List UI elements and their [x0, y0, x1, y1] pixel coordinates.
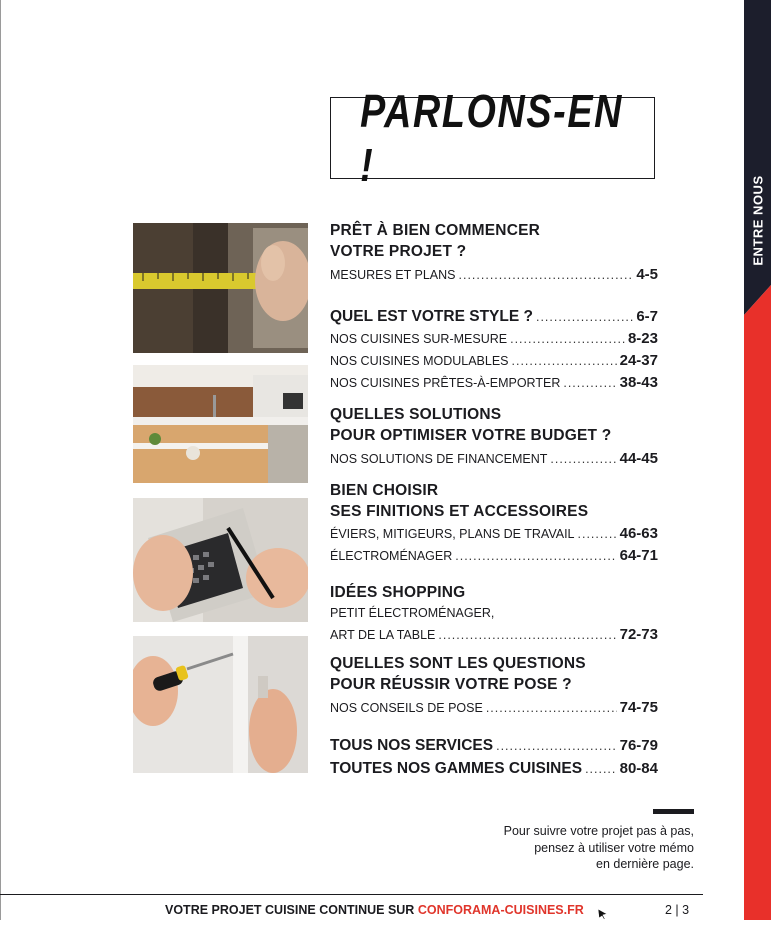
- toc-entry[interactable]: NOS CUISINES PRÊTES-À-EMPORTER ..... 38-43: [330, 372, 658, 394]
- section-heading: BIEN CHOISIR: [330, 482, 439, 499]
- memo-divider: [653, 809, 694, 814]
- section-heading: IDÉES SHOPPING: [330, 584, 466, 601]
- toc-entry[interactable]: ART DE LA TABLE ..... 72-73: [330, 624, 658, 646]
- memo-note: Pour suivre votre projet pas à pas, pensez à utiliser votre mémo en dernière page.: [503, 824, 694, 871]
- toc-entry[interactable]: NOS CUISINES MODULABLES ..... 24-37: [330, 350, 658, 372]
- toc-section-1: [330, 220, 658, 286]
- toc-section-7: [330, 735, 658, 780]
- section-heading: VOTRE PROJET ?: [330, 243, 467, 260]
- toc-section-6: [330, 653, 658, 719]
- toc-section-3: [330, 404, 658, 470]
- toc-section-2: [330, 306, 658, 394]
- toc-entry[interactable]: ÉLECTROMÉNAGER ..... 64-71: [330, 545, 658, 567]
- toc-entry[interactable]: NOS SOLUTIONS DE FINANCEMENT ..... 44-45: [330, 448, 658, 470]
- toc-line: PETIT ÉLECTROMÉNAGER,: [330, 606, 495, 620]
- side-tab-label: ENTRE NOUS: [750, 174, 766, 266]
- toc-entry[interactable]: TOUTES NOS GAMMES CUISINES ..... 80-84: [330, 758, 658, 780]
- toc-entry[interactable]: ÉVIERS, MITIGEURS, PLANS DE TRAVAIL ..... 46-63: [330, 523, 658, 545]
- section-heading: QUELLES SOLUTIONS: [330, 406, 502, 423]
- screwdriver-photo-icon: [133, 636, 308, 773]
- cursor-arrow-icon: [597, 907, 609, 919]
- calculator-photo-icon: [133, 498, 308, 622]
- footer-text: VOTRE PROJET CUISINE CONTINUE SUR CONFORAMA-CUISINES.FR: [165, 903, 584, 917]
- page-title-box: [330, 85, 655, 191]
- section-heading: SES FINITIONS ET ACCESSOIRES: [330, 503, 589, 520]
- side-tab: [744, 0, 771, 920]
- footer-rule: [0, 894, 703, 895]
- page-title: PARLONS-EN !: [360, 85, 624, 191]
- section-heading: QUELLES SONT LES QUESTIONS: [330, 655, 586, 672]
- page-numbers: 2 | 3: [665, 903, 690, 917]
- toc-entry[interactable]: QUEL EST VOTRE STYLE ? ..... 6-7: [330, 306, 658, 328]
- page-border: [0, 0, 1, 920]
- section-heading: POUR RÉUSSIR VOTRE POSE ?: [330, 676, 572, 693]
- toc-entry[interactable]: NOS CONSEILS DE POSE ..... 74-75: [330, 697, 658, 719]
- website-link[interactable]: CONFORAMA-CUISINES.FR: [417, 903, 584, 917]
- kitchen-photo-icon: [133, 365, 308, 483]
- toc-section-5: [330, 582, 658, 646]
- toc-entry[interactable]: NOS CUISINES SUR-MESURE ..... 8-23: [330, 328, 658, 350]
- toc-entry[interactable]: MESURES ET PLANS ..... 4-5: [330, 264, 658, 286]
- tape-measure-photo-icon: [133, 223, 308, 353]
- toc-entry[interactable]: TOUS NOS SERVICES ..... 76-79: [330, 735, 658, 757]
- section-heading: POUR OPTIMISER VOTRE BUDGET ?: [330, 427, 612, 444]
- section-heading: PRÊT À BIEN COMMENCER: [330, 222, 541, 239]
- toc-section-4: [330, 480, 658, 567]
